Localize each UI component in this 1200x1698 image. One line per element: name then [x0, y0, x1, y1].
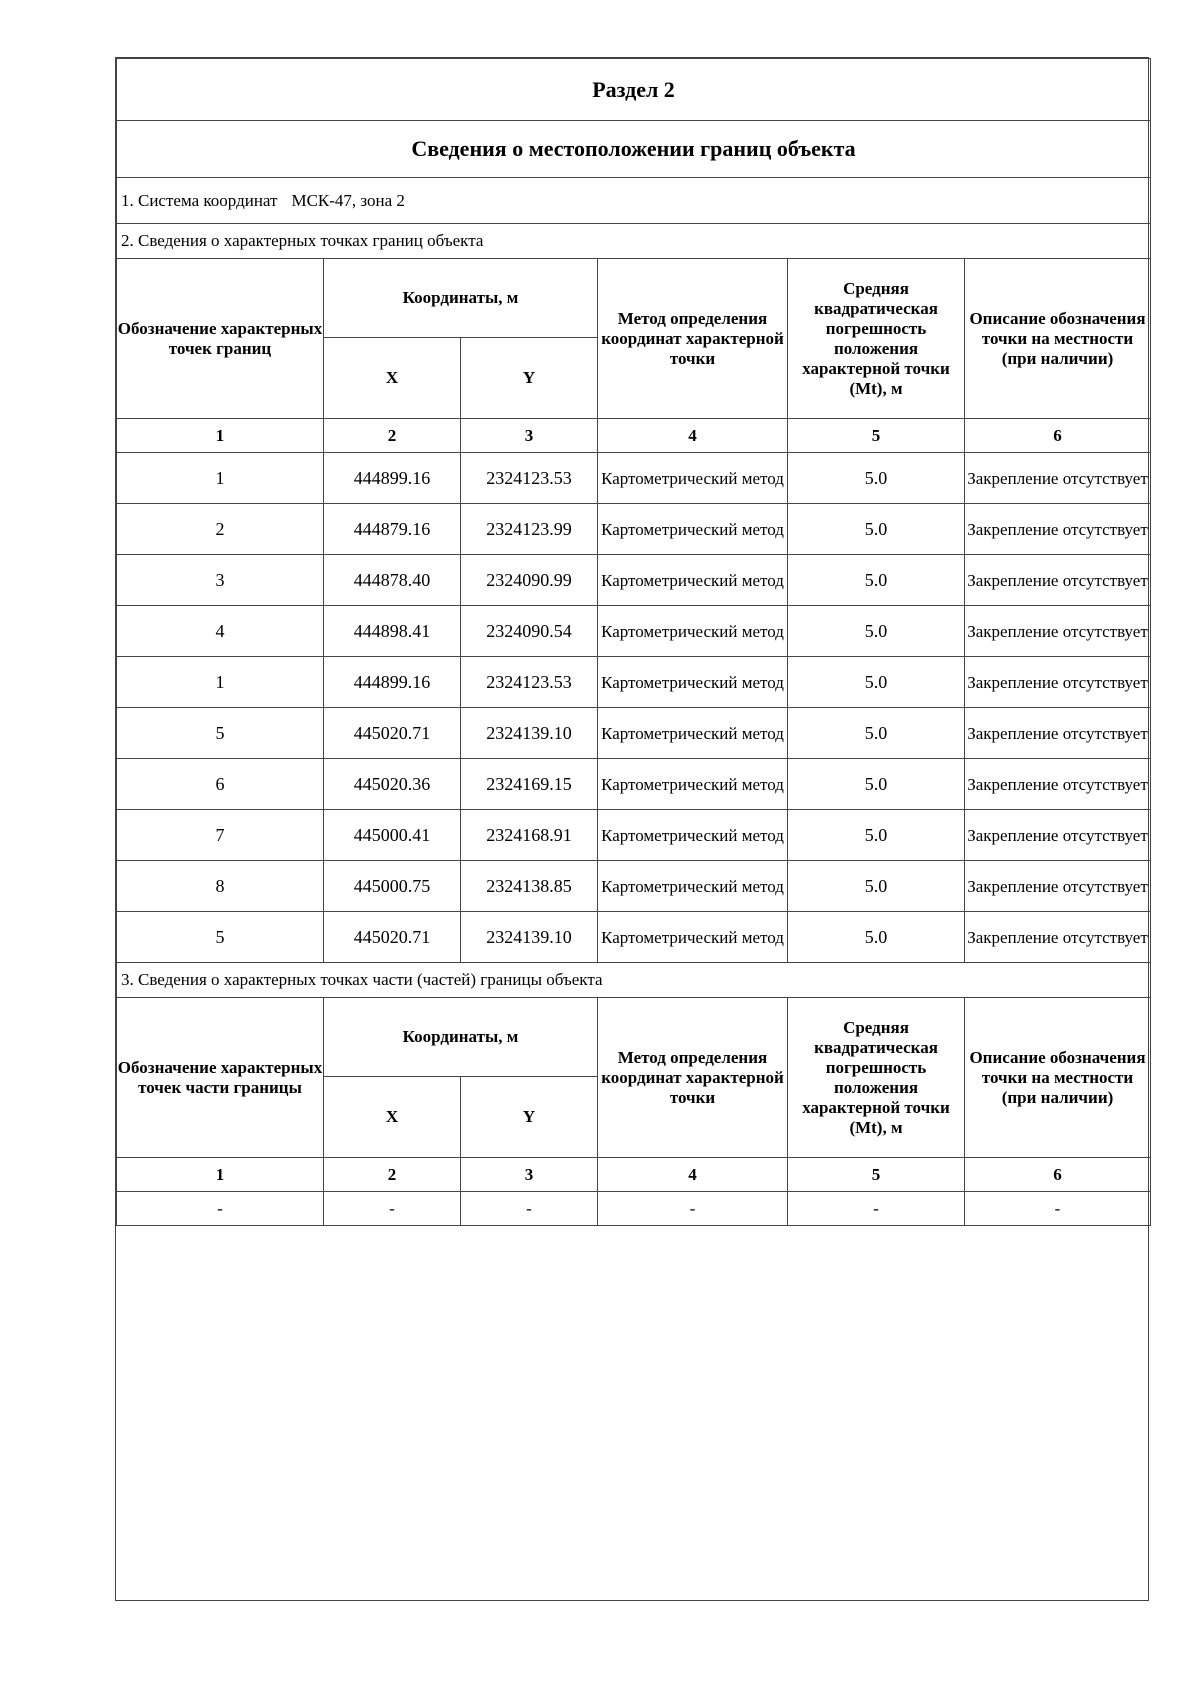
error-cell: 5.0	[788, 861, 965, 912]
x-coordinate-cell: 444879.16	[324, 504, 461, 555]
coordinate-system-label: 1. Система координат	[121, 190, 278, 210]
column-number: 6	[965, 419, 1151, 453]
x-coordinate-cell: 444898.41	[324, 606, 461, 657]
section-subtitle: Сведения о местоположении границ объекта	[117, 121, 1151, 178]
point-designation-cell: 7	[117, 810, 324, 861]
coordinate-system-value: МСК-47, зона 2	[291, 190, 405, 210]
table-row	[117, 708, 1151, 759]
part-col-header-error: Средняя квадратическая погрешность положения характерной точки (Mt), м	[788, 998, 965, 1158]
boundary-points-heading: 2. Сведения о характерных точках границ объекта	[117, 224, 1151, 259]
col-header-coordinates: Координаты, м	[324, 259, 598, 338]
col-header-description: Описание обозначения точки на местности (при наличии)	[965, 259, 1151, 419]
column-number: 2	[324, 419, 461, 453]
description-cell: Закрепление отсутствует	[965, 453, 1151, 504]
x-coordinate-cell: 445020.71	[324, 708, 461, 759]
y-coordinate-cell: 2324139.10	[461, 708, 598, 759]
description-cell: Закрепление отсутствует	[965, 606, 1151, 657]
part-points-rows	[117, 1192, 1151, 1226]
section-table	[116, 58, 1151, 1226]
method-cell: Картометрический метод	[598, 504, 788, 555]
error-cell: 5.0	[788, 453, 965, 504]
method-cell: Картометрический метод	[598, 912, 788, 963]
error-cell: 5.0	[788, 759, 965, 810]
part-col-header-coordinates: Координаты, м	[324, 998, 598, 1077]
method-cell: Картометрический метод	[598, 453, 788, 504]
part-col-header-designation: Обозначение характерных точек части границы	[117, 998, 324, 1158]
table-row	[117, 657, 1151, 708]
point-designation-cell: 4	[117, 606, 324, 657]
point-designation-cell: 1	[117, 657, 324, 708]
part-col-header-description: Описание обозначения точки на местности (при наличии)	[965, 998, 1151, 1158]
part-points-heading: 3. Сведения о характерных точках части (частей) границы объекта	[117, 963, 1151, 998]
col-header-error: Средняя квадратическая погрешность положения характерной точки (Mt), м	[788, 259, 965, 419]
method-cell: Картометрический метод	[598, 555, 788, 606]
x-coordinate-cell: 445020.36	[324, 759, 461, 810]
description-cell: Закрепление отсутствует	[965, 555, 1151, 606]
table-row	[117, 555, 1151, 606]
description-cell: -	[965, 1192, 1151, 1226]
method-cell: Картометрический метод	[598, 708, 788, 759]
part-col-header-method: Метод определения координат характерной точки	[598, 998, 788, 1158]
method-cell: Картометрический метод	[598, 810, 788, 861]
method-cell: Картометрический метод	[598, 606, 788, 657]
table-row	[117, 606, 1151, 657]
document-sheet	[115, 57, 1149, 1601]
x-coordinate-cell: 444899.16	[324, 453, 461, 504]
y-coordinate-cell: 2324168.91	[461, 810, 598, 861]
blank-area	[116, 1226, 1148, 1599]
column-number: 4	[598, 1158, 788, 1192]
method-cell: Картометрический метод	[598, 759, 788, 810]
y-coordinate-cell: 2324090.54	[461, 606, 598, 657]
point-designation-cell: 3	[117, 555, 324, 606]
description-cell: Закрепление отсутствует	[965, 759, 1151, 810]
col-header-designation: Обозначение характерных точек границ	[117, 259, 324, 419]
description-cell: Закрепление отсутствует	[965, 861, 1151, 912]
col-header-x: X	[324, 338, 461, 419]
table-row	[117, 810, 1151, 861]
x-coordinate-cell: -	[324, 1192, 461, 1226]
y-coordinate-cell: 2324090.99	[461, 555, 598, 606]
error-cell: 5.0	[788, 912, 965, 963]
y-coordinate-cell: 2324123.99	[461, 504, 598, 555]
error-cell: -	[788, 1192, 965, 1226]
x-coordinate-cell: 445020.71	[324, 912, 461, 963]
point-designation-cell: 5	[117, 708, 324, 759]
column-number: 5	[788, 1158, 965, 1192]
section-title: Раздел 2	[117, 59, 1151, 121]
col-header-method: Метод определения координат характерной точки	[598, 259, 788, 419]
part-column-number-row	[117, 1158, 1151, 1192]
y-coordinate-cell: 2324123.53	[461, 657, 598, 708]
error-cell: 5.0	[788, 810, 965, 861]
method-cell: -	[598, 1192, 788, 1226]
x-coordinate-cell: 444899.16	[324, 657, 461, 708]
column-number: 2	[324, 1158, 461, 1192]
column-number: 4	[598, 419, 788, 453]
col-header-y: Y	[461, 338, 598, 419]
table-row	[117, 759, 1151, 810]
description-cell: Закрепление отсутствует	[965, 912, 1151, 963]
method-cell: Картометрический метод	[598, 861, 788, 912]
table-row	[117, 912, 1151, 963]
column-number: 3	[461, 419, 598, 453]
y-coordinate-cell: 2324123.53	[461, 453, 598, 504]
description-cell: Закрепление отсутствует	[965, 810, 1151, 861]
description-cell: Закрепление отсутствует	[965, 657, 1151, 708]
column-number: 5	[788, 419, 965, 453]
column-number: 1	[117, 1158, 324, 1192]
x-coordinate-cell: 445000.41	[324, 810, 461, 861]
column-number: 1	[117, 419, 324, 453]
error-cell: 5.0	[788, 708, 965, 759]
description-cell: Закрепление отсутствует	[965, 708, 1151, 759]
y-coordinate-cell: 2324139.10	[461, 912, 598, 963]
x-coordinate-cell: 444878.40	[324, 555, 461, 606]
part-col-header-x: X	[324, 1077, 461, 1158]
coordinate-system-line	[117, 178, 1151, 224]
point-designation-cell: 2	[117, 504, 324, 555]
table-row	[117, 1192, 1151, 1226]
point-designation-cell: 1	[117, 453, 324, 504]
point-designation-cell: 6	[117, 759, 324, 810]
column-number: 6	[965, 1158, 1151, 1192]
table-row	[117, 453, 1151, 504]
part-col-header-y: Y	[461, 1077, 598, 1158]
description-cell: Закрепление отсутствует	[965, 504, 1151, 555]
boundary-points-rows	[117, 453, 1151, 963]
method-cell: Картометрический метод	[598, 657, 788, 708]
table-row	[117, 504, 1151, 555]
point-designation-cell: 8	[117, 861, 324, 912]
y-coordinate-cell: 2324169.15	[461, 759, 598, 810]
column-number: 3	[461, 1158, 598, 1192]
x-coordinate-cell: 445000.75	[324, 861, 461, 912]
error-cell: 5.0	[788, 606, 965, 657]
error-cell: 5.0	[788, 504, 965, 555]
column-number-row	[117, 419, 1151, 453]
point-designation-cell: -	[117, 1192, 324, 1226]
y-coordinate-cell: -	[461, 1192, 598, 1226]
error-cell: 5.0	[788, 657, 965, 708]
point-designation-cell: 5	[117, 912, 324, 963]
y-coordinate-cell: 2324138.85	[461, 861, 598, 912]
error-cell: 5.0	[788, 555, 965, 606]
table-row	[117, 861, 1151, 912]
